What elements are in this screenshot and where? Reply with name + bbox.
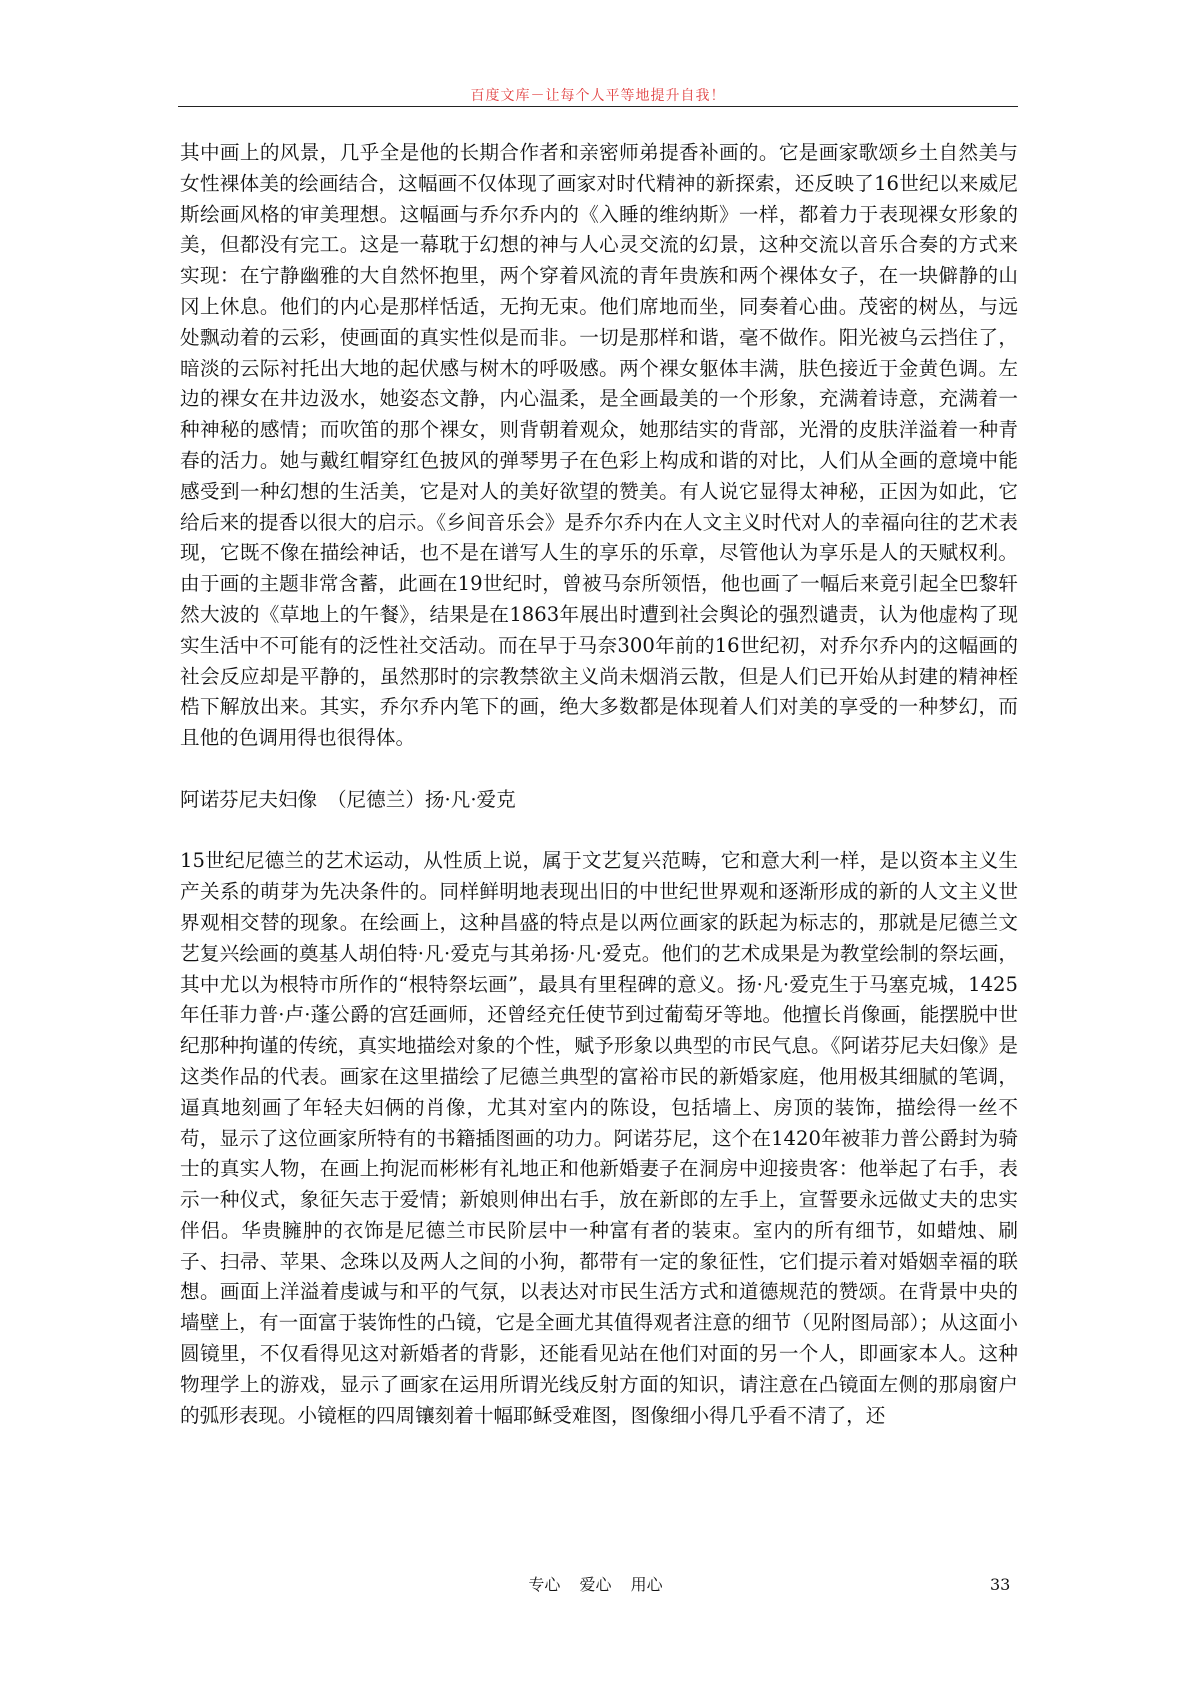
header-divider	[178, 106, 1018, 107]
document-body	[180, 138, 1018, 1431]
page-header: 百度文库－让每个人平等地提升自我！	[470, 88, 726, 104]
section-title: 阿诺芬尼夫妇像 （尼德兰）扬·凡·爱克	[180, 787, 516, 811]
body-paragraph-1: 其中画上的风景，几乎全是他的长期合作者和亲密师弟提香补画的。它是画家歌颂乡土自然美与女性裸体美的绘画结合，这幅画不仅体现了画家对时代精神的新探索，还反映了16世纪以来威尼斯绘画风格的审美理想。这幅画与乔尔乔内的《入睡的维纳斯》一样，都着力于表现裸女形象的美，但都没有完工。这是一幕耽于幻想的神与人心灵交流的幻景，这种交流以音乐合奏的方式来实现：在宁静幽雅的大自然怀抱里，两个穿着风流的青年贵族和两个裸体女子，在一块僻静的山冈上休息。他们的内心是那样恬适，无拘无束。他们席地而坐，同奏着心曲。茂密的树丛，与远处飘动着的云彩，使画面的真实性似是而非。一切是那样和谐，毫不做作。阳光被乌云挡住了，暗淡的云际衬托出大地的起伏感与树木的呼吸感。两个裸女躯体丰满，肤色接近于金黄色调。左边的裸女在井边汲水，她姿态文静，内心温柔，是全画最美的一个形象，充满着诗意，充满着一种神秘的感情；而吹笛的那个裸女，则背朝着观众，她那结实的背部，光滑的皮肤洋溢着一种青春的活力。她与戴红帽穿红色披风的弹琴男子在色彩上构成和谐的对比，人们从全画的意境中能感受到一种幻想的生活美，它是对人的美好欲望的赞美。有人说它显得太神秘，正因为如此，它给后来的提香以很大的启示。《乡间音乐会》是乔尔乔内在人文主义时代对人的幸福向往的艺术表现，它既不像在描绘神话，也不是在谱写人生的享乐的乐章，尽管他认为享乐是人的天赋权利。由于画的主题非常含蓄，此画在19世纪时，曾被马奈所领悟，他也画了一幅后来竟引起全巴黎轩然大波的《草地上的午餐》，结果是在1863年展出时遭到社会舆论的强烈谴责，认为他虚构了现实生活中不可能有的泛性社交活动。而在早于马奈300年前的16世纪初，对乔尔乔内的这幅画的社会反应却是平静的，虽然那时的宗教禁欲主义尚未烟消云散，但是人们已开始从封建的精神桎梏下解放出来。其实，乔尔乔内笔下的画，绝大多数都是体现着人们对美的享受的一种梦幻，而且他的色调用得也很得体。	[180, 141, 1018, 750]
paragraph-spacer	[180, 754, 1018, 785]
footer-motto: 专心 爱心 用心	[528, 1575, 663, 1594]
page-number: 33	[990, 1575, 1011, 1594]
paragraph-spacer	[180, 816, 1018, 847]
body-paragraph-2: 15世纪尼德兰的艺术运动，从性质上说，属于文艺复兴范畴，它和意大利一样，是以资本主义生产关系的萌芽为先决条件的。同样鲜明地表现出旧的中世纪世界观和逐渐形成的新的人文主义世界观相交替的现象。在绘画上，这种昌盛的特点是以两位画家的跃起为标志的，那就是尼德兰文艺复兴绘画的奠基人胡伯特·凡·爱克与其弟扬·凡·爱克。他们的艺术成果是为教堂绘制的祭坛画，其中尤以为根特市所作的“根特祭坛画”，最具有里程碑的意义。扬·凡·爱克生于马塞克城，1425年任菲力普·卢·蓬公爵的宫廷画师，还曾经充任使节到过葡萄牙等地。他擅长肖像画，能摆脱中世纪那种拘谨的传统，真实地描绘对象的个性，赋予形象以典型的市民气息。《阿诺芬尼夫妇像》是这类作品的代表。画家在这里描绘了尼德兰典型的富裕市民的新婚家庭，他用极其细腻的笔调，逼真地刻画了年轻夫妇俩的肖像，尤其对室内的陈设，包括墙上、房顶的装饰，描绘得一丝不苟，显示了这位画家所特有的书籍插图画的功力。阿诺芬尼，这个在1420年被菲力普公爵封为骑士的真实人物，在画上拘泥而彬彬有礼地正和他新婚妻子在洞房中迎接贵客：他举起了右手，表示一种仪式，象征矢志于爱情；新娘则伸出右手，放在新郎的左手上，宣誓要永远做丈夫的忠实伴侣。华贵臃肿的衣饰是尼德兰市民阶层中一种富有者的装束。室内的所有细节，如蜡烛、刷子、扫帚、苹果、念珠以及两人之间的小狗，都带有一定的象征性，它们提示着对婚姻幸福的联想。画面上洋溢着虔诚与和平的气氛，以表达对市民生活方式和道德规范的赞颂。在背景中央的墙壁上，有一面富于装饰性的凸镜，它是全画尤其值得观者注意的细节（见附图局部）；从这面小圆镜里，不仅看得见这对新婚者的背影，还能看见站在他们对面的另一个人，即画家本人。这种物理学上的游戏，显示了画家在运用所谓光线反射方面的知识，请注意在凸镜面左侧的那扇窗户的弧形表现。小镜框的四周镶刻着十幅耶稣受难图，图像细小得几乎看不清了，还	[180, 849, 1018, 1427]
